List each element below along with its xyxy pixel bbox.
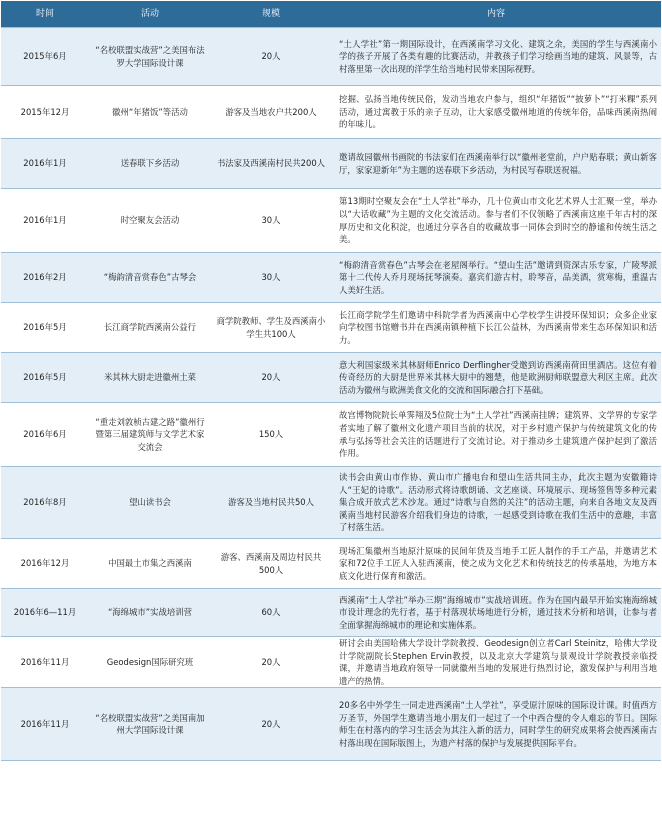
cell-time: 2016年6月 [1,403,89,467]
cell-time: 2016年5月 [1,303,89,353]
events-table [1,1,661,761]
cell-activity: “名校联盟实战营”之美国布法罗大学国际设计课 [89,28,211,86]
cell-activity: 米其林大厨走进徽州土菜 [89,353,211,403]
cell-content: “梅韵清音赏春色”古琴会在老屋阁举行。“望山生活”邀请到资深古乐专家，广陵琴派第十二代传人乔月现场抚琴演奏。嘉宾们游古村，聆琴音，品美酒，赏寒梅，重温古人美好生活。 [331,253,661,303]
cell-activity: “重走刘敦桢古建之路”徽州行暨第三届建筑师与文学艺术家交流会 [89,403,211,467]
cell-scale: 150人 [211,403,331,467]
cell-scale: 商学院教师、学生及西溪南小学生共100人 [211,303,331,353]
cell-content: “土人学社”第一期国际设计，在西溪南学习文化、建筑之余，美国的学生与西溪南小学的孩子开展了各类有趣的比赛活动，并教孩子们学习绘画当地的建筑、风景等，古村落里第一次出现的洋学生给当地村民带来国际视野。 [331,28,661,86]
table-row [1,86,661,139]
cell-time: 2016年8月 [1,467,89,539]
cell-time: 2015年12月 [1,86,89,139]
table-row [1,403,661,467]
cell-time: 2016年2月 [1,253,89,303]
cell-content: 第13期时空聚友会在“土人学社”举办，几十位黄山市文化艺术界人士汇聚一堂，举办以“大话收藏”为主题的文化交流活动。参与者们不仅领略了西溪南这座千年古村的深厚历史和文化积淀，也通过分享各自的收藏故事一同体会到时空的静谧和传统生活之美。 [331,189,661,253]
cell-content: 读书会由黄山市作协、黄山市广播电台和望山生活共同主办，此次主题为安徽籍诗人“王妃的诗歌”。活动形式将诗歌朗诵、文艺座谈、环境展示、现场签售等多种元素集合成开放式艺术沙龙。通过“诗歌与自然的关注”的活动主题，向来自各地文友及西溪南当地村民游客介绍我们身边的诗歌，一起感受到诗歌在我们生活中的意趣，丰富了村落生活。 [331,467,661,539]
header-row [1,1,661,28]
cell-time: 2016年11月 [1,637,89,688]
cell-activity: 望山读书会 [89,467,211,539]
cell-scale: 20人 [211,688,331,761]
cell-content: 挖掘、弘扬当地传统民俗，发动当地农户参与，组织“年猪饭”“披萝卜”“打米粿”系列活动，通过寓教于乐的亲子互动，让大家感受徽州地道的传统年俗，品味西溪南热闹的年味儿。 [331,86,661,139]
cell-activity: “名校联盟实战营”之美国南加州大学国际设计课 [89,688,211,761]
cell-activity: 徽州“年猪饭”等活动 [89,86,211,139]
table-row [1,353,661,403]
cell-scale: 30人 [211,189,331,253]
cell-content: 西溪南“土人学社”举办三期“海绵城市”实战培训班。作为在国内最早开始实施海绵城市设计理念的先行者，基于村落现状场地进行分析，通过技术分析和培训，让参与者全面掌握海绵城市的理论和实施体系。 [331,589,661,637]
cell-scale: 游客及当地农户共200人 [211,86,331,139]
table-row [1,139,661,189]
header-scale: 规模 [211,1,331,28]
cell-activity: Geodesign国际研究班 [89,637,211,688]
cell-content: 长江商学院学生们邀请中科院学者为西溪南中心学校学生讲授环保知识；众多企业家向学校图书馆赠书并在西溪南镇种植下长江公益林，为西溪南带来生态环保知识和活力。 [331,303,661,353]
cell-scale: 20人 [211,28,331,86]
cell-activity: “海绵城市”实战培训营 [89,589,211,637]
table-body [1,28,661,761]
cell-time: 2016年11月 [1,688,89,761]
cell-time: 2016年1月 [1,189,89,253]
table-row [1,637,661,688]
table-row [1,467,661,539]
table-row [1,303,661,353]
cell-time: 2016年5月 [1,353,89,403]
table-row [1,189,661,253]
cell-scale: 游客及当地村民共50人 [211,467,331,539]
cell-content: 现场汇集徽州当地原汁原味的民间年货及当地手工匠人制作的手工产品，并邀请艺术家和72位手工匠人入驻西溪南，使之成为文化艺术和传统技艺的传承基地，为地方本底文化进行保育和激活。 [331,539,661,589]
cell-activity: 时空聚友会活动 [89,189,211,253]
cell-activity: 中国最土市集之西溪南 [89,539,211,589]
cell-content: 20多名中外学生一同走进西溪南“土人学社”，享受原汁原味的国际设计课。时值西方万圣节，外国学生邀请当地小朋友们一起过了一个中西合璧的令人难忘的节日。国际师生在村落内的学习生活会为其注入新的活力，同时学生的研究成果将会使西溪南古村落出现在国际版图上，为遗产村落的保护与发展提供国际平台。 [331,688,661,761]
header-activity: 活动 [89,1,211,28]
cell-content: 研讨会由美国哈佛大学设计学院教授、Geodesign创立者Carl Steinitz，哈佛大学设计学院副院长Stephen Ervin教授，以及北京大学建筑与景观设计学院教授亲临授课，并邀请当地政府领导一同就徽州当地的发展进行热烈讨论，激发保护与利用当地遗产的热情。 [331,637,661,688]
cell-time: 2016年6—11月 [1,589,89,637]
cell-content: 故宫博物院院长单霁翔及5位院士为“土人学社”西溪南挂牌；建筑界、文学界的专家学者实地了解了徽州文化遗产项目当前的状况，对于乡村遗产保护与传统建筑文化的传承与弘扬等社会关注的话题进行了交流讨论。对于推动乡土建筑遗产保护起到了激活作用。 [331,403,661,467]
table-row [1,688,661,761]
cell-time: 2015年6月 [1,28,89,86]
cell-time: 2016年12月 [1,539,89,589]
cell-time: 2016年1月 [1,139,89,189]
cell-activity: 送春联下乡活动 [89,139,211,189]
table-row [1,253,661,303]
cell-content: 邀请故园徽州书画院的书法家们在西溪南举行以“徽州老堂前，户户贴春联；黄山新客厅，家家迎新年”为主题的送春联下乡活动，为村民写春联送祝福。 [331,139,661,189]
cell-activity: 长江商学院西溪南公益行 [89,303,211,353]
cell-scale: 游客、西溪南及周边村民共500人 [211,539,331,589]
table-row [1,539,661,589]
table-row [1,589,661,637]
table-row [1,28,661,86]
cell-activity: “梅韵清音赏春色”古琴会 [89,253,211,303]
header-content: 内容 [331,1,661,28]
cell-scale: 30人 [211,253,331,303]
cell-content: 意大利国家级米其林厨师Enrico Derflingher受邀到访西溪南荷田里酒店。这位有着传奇经历的大厨是世界米其林大厨中的翘楚，他是欧洲厨师联盟意大利区主席。此次活动为徽州与欧洲美食文化的交流和国际融合打下基础。 [331,353,661,403]
cell-scale: 20人 [211,637,331,688]
cell-scale: 20人 [211,353,331,403]
cell-scale: 书法家及西溪南村民共200人 [211,139,331,189]
cell-scale: 60人 [211,589,331,637]
header-time: 时间 [1,1,89,28]
